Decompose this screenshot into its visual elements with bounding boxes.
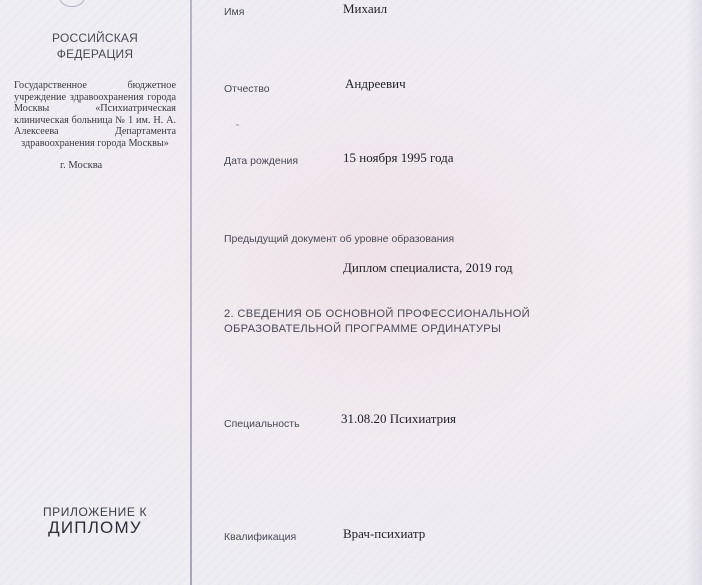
patronymic-label: Отчество [224, 83, 270, 95]
previous-document-label: Предыдущий документ об уровне образования [224, 233, 455, 245]
specialty-value: 31.08.20 Психиатрия [341, 411, 457, 426]
qualification-label: Квалификация [224, 531, 297, 543]
patronymic-value: Андреевич [345, 76, 406, 91]
issuer-panel [0, 0, 192, 585]
institution-name: Государственное бюджетное учреждение здравоохранения города Москвы «Психиатрическая клиническая больница № 1 им. Н. А. Алексеева Департамента здравоохранения города Москвы» [14, 80, 176, 149]
country-name [30, 30, 160, 62]
column-divider [190, 0, 192, 585]
city: г. Москва [60, 160, 103, 171]
page-edge [686, 0, 702, 585]
birth-date-label: Дата рождения [224, 155, 299, 167]
birth-date-value: 15 ноября 1995 года [343, 150, 454, 165]
first-name-label: Имя [224, 6, 245, 18]
section-title-line-2: ОБРАЗОВАТЕЛЬНОЙ ПРОГРАММЕ ОРДИНАТУРЫ [224, 322, 502, 335]
previous-document-value: Диплом специалиста, 2019 год [343, 260, 513, 275]
country-line-2: ФЕДЕРАЦИЯ [56, 47, 134, 61]
appendix-heading-line-1: ПРИЛОЖЕНИЕ К [42, 505, 148, 519]
appendix-heading-line-2: ДИПЛОМУ [48, 518, 142, 537]
specialty-label: Специальность [224, 418, 300, 430]
scan-speck [236, 124, 239, 126]
program-section-title [224, 307, 554, 336]
qualification-value: Врач-психиатр [343, 526, 426, 541]
country-line-1: РОССИЙСКАЯ [52, 31, 138, 45]
emblem-icon [58, 0, 86, 7]
first-name-value: Михаил [343, 1, 388, 16]
section-title-line-1: 2. СВЕДЕНИЯ ОБ ОСНОВНОЙ ПРОФЕССИОНАЛЬНОЙ [224, 308, 531, 320]
